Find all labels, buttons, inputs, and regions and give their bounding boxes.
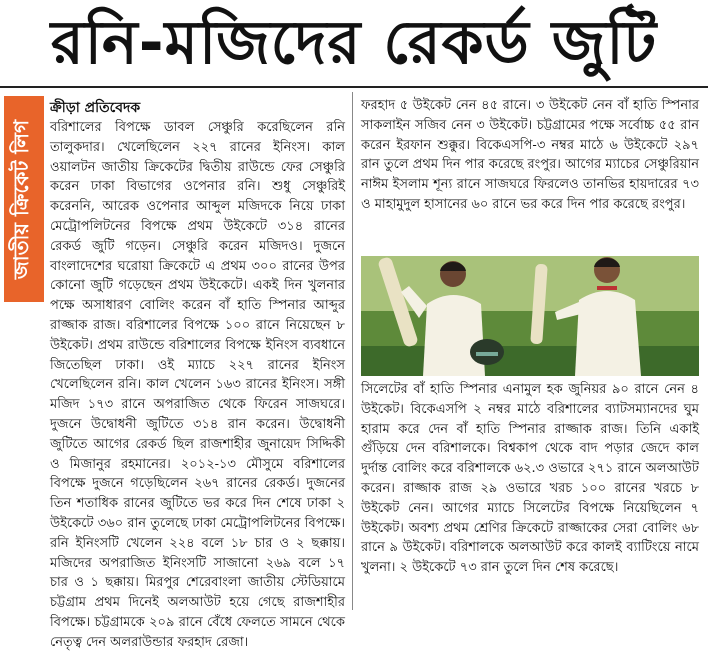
section-label: জাতীয় ক্রিকেট লিগ [9, 119, 34, 279]
headline-rule [0, 86, 708, 88]
column-divider [352, 92, 353, 610]
article-column-2-bottom [361, 380, 699, 610]
cricketers-photo [361, 256, 699, 376]
cricketers-photo-illustration [361, 256, 699, 376]
article-text-column-2-bottom: সিলেটের বাঁ হাতি স্পিনার এনামুল হক জুনিয়র ৯০ রানে নেন ৪ উইকেট। বিকেএসপি ২ নম্বর মাঠে বরিশালের ব্যাটসম্যানদের ঘুম হারাম করে দেন বাঁ হাতি স্পিনার রাজ্জাক রাজ। তিনি একাই গুঁড়িয়ে দেন বরিশালকে। বিশ্বকাপ থেকে বাদ পড়ার জেদে কাল দুর্দান্ত বোলিং করে বরিশালকে ৬২.৩ ওভারে ২৭১ রানে অলআউট করেন। রাজ্জাক রাজ ২৯ ওভারে খরচ ১০০ রানের খরচে ৮ উইকেট নেন। আগের ম্যাচে সিলেটের বিপক্ষে নিয়েছিলেন ৭ উইকেট। অবশ্য প্রথম শ্রেণির ক্রিকেটে রাজ্জাকের সেরা বোলিং ৬৮ রানে ৯ উইকেট। বরিশালকে অলআউট করে কালই ব্যাটিংয়ে নামে খুলনা। ২ উইকেটে ৭৩ রান তুলে দিন শেষ করেছে। [361, 382, 699, 576]
article-text-column-2-top: ফরহাদ ৫ উইকেট নেন ৪৫ রানে। ৩ উইকেট নেন বাঁ হাতি স্পিনার সাকলাইন সজিব নেন ৩ উইকেট। চট্টগ্রামের পক্ষে সর্বোচ্চ ৫৫ রান করেন ইরফান শুক্কুর। বিকেএসপি-৩ নম্বর মাঠে ৬ উইকেটে ২৯৭ রান তুলে প্রথম দিন পার করেছে রংপুর। আগের ম্যাচের সেঞ্চুরিয়ান নাঈম ইসলাম শূন্য রানে সাজঘরে ফিরলেও তানভির হায়দারের ৭৩ ও মাহামুদুল হাসানের ৬০ রানে ভর করে দিন পার করেছে রংপুর। [361, 98, 699, 212]
headline: রনি-মজিদের রেকর্ড জুটি [50, 8, 658, 78]
byline: ক্রীড়া প্রতিবেদক [50, 100, 141, 116]
section-label-band [4, 96, 44, 302]
article-text-column-1: বরিশালের বিপক্ষে ডাবল সেঞ্চুরি করেছিলেন রনি তালুকদার। খেলেছিলেন ২২৭ রানের ইনিংস। কাল ওয়ালটন জাতীয় ক্রিকেটের দ্বিতীয় রাউন্ডে ফের সেঞ্চুরি করেন ঢাকা বিভাগের ওপেনার রনি। শুধু সেঞ্চুরিই করেননি, আরেক ওপেনার আব্দুল মজিদকে নিয়ে ঢাকা মেট্রোপলিটনের বিপক্ষে প্রথম উইকেটে ৩১৪ রানের রেকর্ড জুটি গড়েন। সেঞ্চুরি করেন মজিদও। দুজনে বাংলাদেশের ঘরোয়া ক্রিকেটে এ প্রথম ৩০০ রানের উপর কোনো জুটি গড়েছেন প্রথম উইকেটে। একই দিন খুলনার পক্ষে অসাধারণ বোলিং করেন বাঁ হাতি স্পিনার আব্দুর রাজ্জাক রাজ। বরিশালের বিপক্ষে ১০০ রানে নিয়েছেন ৮ উইকেট। প্রথম রাউন্ডে বরিশালের বিপক্ষে ইনিংস ব্যবধানে জিতেছিল ঢাকা। ওই ম্যাচে ২২৭ রানের ইনিংস খেলেছিলেন রনি। কাল খেলেন ১৬৩ রানের ইনিংস। সঙ্গী মজিদ ১৭৩ রানে অপরাজিত থেকে ফিরেন সাজঘরে। দুজনে উদ্বোধনী জুটিতে ৩১৪ রান করেন। উদ্বোধনী জুটিতে আগের রেকর্ড ছিল রাজশাহীর জুনায়েদ সিদ্দিকী ও মিজানুর রহমানের। ২০১২-১৩ মৌসুমে বরিশালের বিপক্ষে দুজনে গড়েছিলেন ২৬৭ রানের রেকর্ড। দুজনের তিন শতাধিক রানের জুটিতে ভর করে দিন শেষে ঢাকা ২ উইকেটে ৩৬০ রান তুলেছে ঢাকা মেট্রোপলিটনের বিপক্ষে। রনি ইনিংসটি খেলেন ২২৪ বলে ১৮ চার ও ২ ছক্কায়। মজিদের অপরাজিত ইনিংসটি সাজানো ২৬৯ বলে ১৭ চার ও ১ ছক্কায়। মিরপুর শেরেবাংলা জাতীয় স্টেডিয়ামে চট্টগ্রাম প্রথম দিনেই অলআউট হয়ে গেছে রাজশাহীর বিপক্ষে। চট্টগ্রামকে ২০৯ রানে বেঁধে ফেলতে সামনে থেকে নেতৃত্ব দেন অলরাউন্ডার ফরহাদ রেজা। [50, 120, 345, 650]
article-column-2-top [361, 96, 699, 248]
article-column-1 [50, 118, 345, 650]
